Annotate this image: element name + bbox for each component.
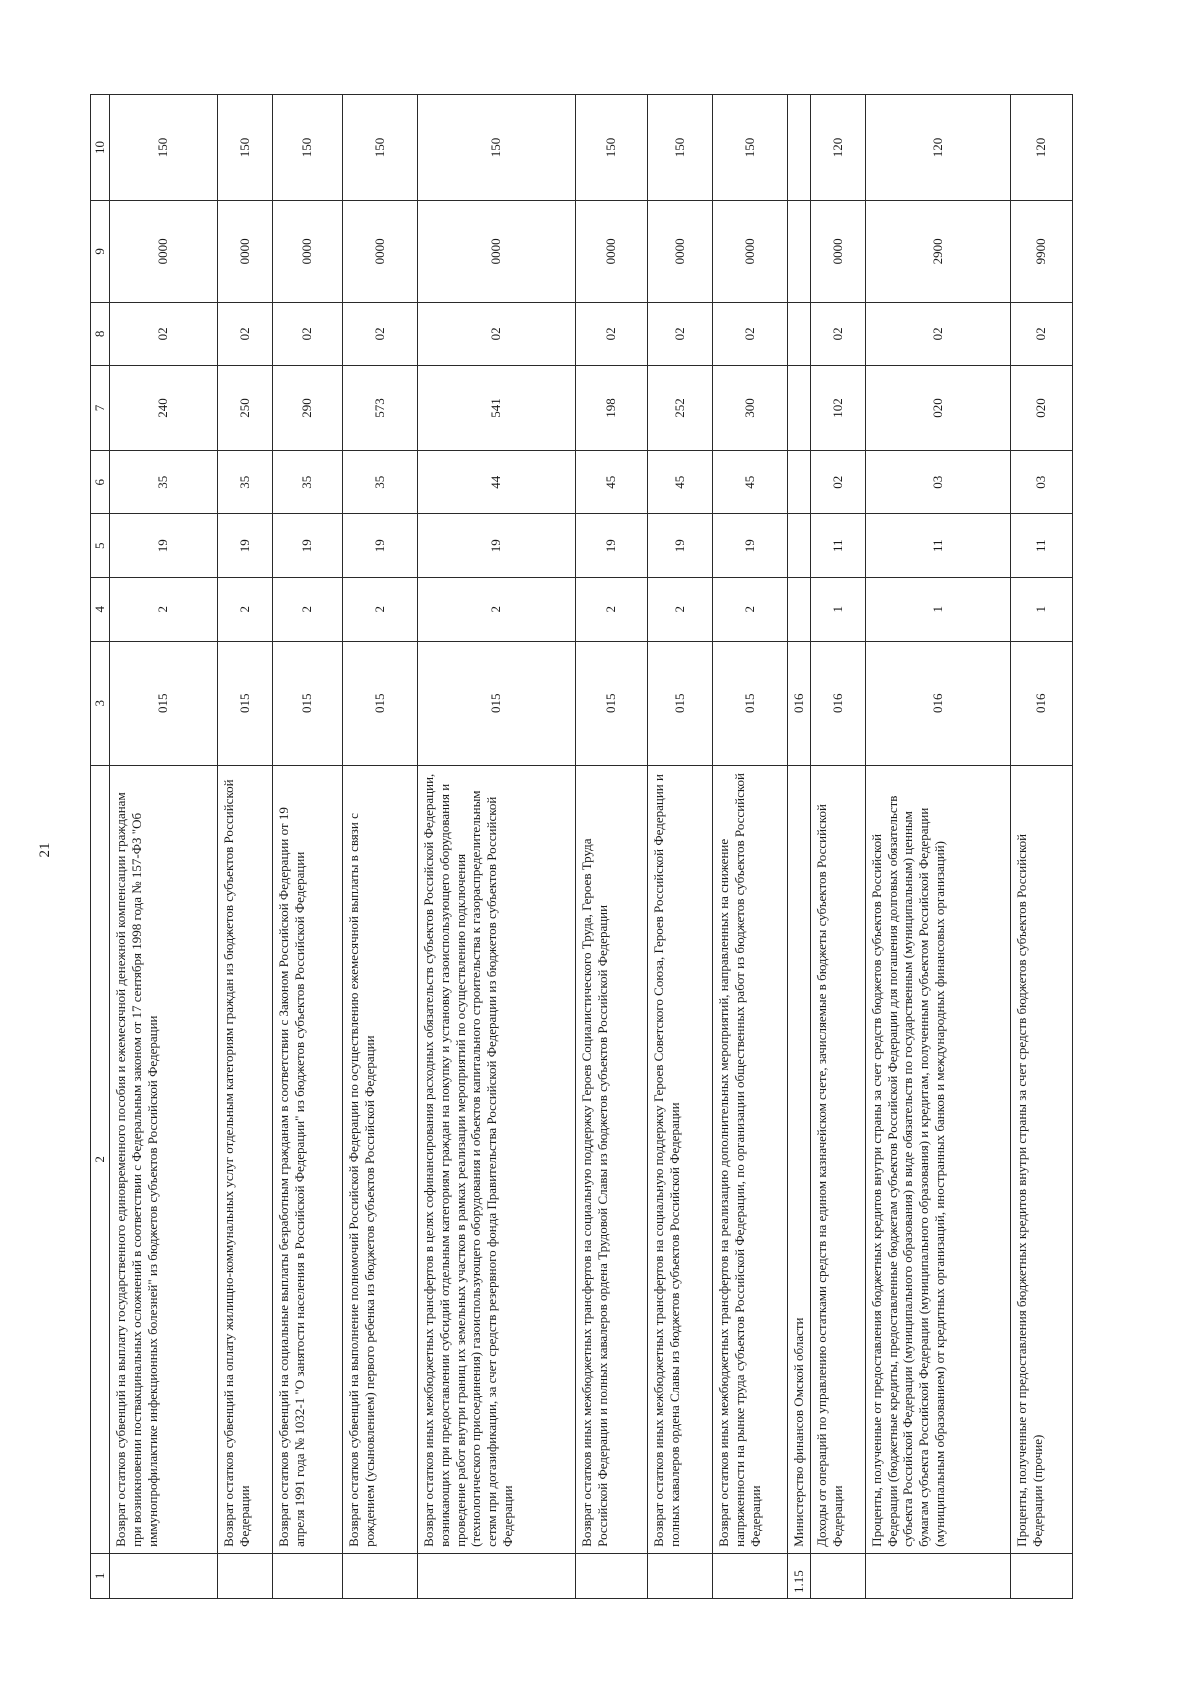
row-number bbox=[575, 1553, 647, 1598]
row-description: Возврат остатков иных межбюджетных трансфертов на социальную поддержку Героев Социалистического Труда, Героев Труда Российской Федерации и полных кавалеров ордена Трудовой Славы из бюджетов субъектов Российской Федерации bbox=[575, 765, 647, 1553]
code-cell-c4: 2 bbox=[712, 578, 787, 642]
code-cell-c6: 35 bbox=[342, 450, 417, 514]
code-cell-c4: 2 bbox=[272, 578, 342, 642]
code-cell-c6: 02 bbox=[810, 450, 865, 514]
row-description: Возврат остатков иных межбюджетных трансфертов в целях софинансирования расходных обязательств субъектов Российской Федерации, возникающих при предоставлении субсидий отдельным категориям граждан на покупку и установку газоиспользующего оборудования и проведение работ внутри границ их земельных участков в рамках реализации мероприятий по осуществлению подключения (технологического присоединения) газоиспользующего оборудования и объектов капитального строительства к газораспределительным сетям при догазификации, за счет средств резервного фонда Правительства Российской Федерации из бюджетов субъектов Российской Федерации bbox=[417, 765, 575, 1553]
code-cell-c5: 11 bbox=[810, 514, 865, 578]
table-row bbox=[1010, 95, 1072, 1599]
row-description: Возврат остатков субвенций на выполнение полномочий Российской Федерации по осуществлению ежемесячной выплаты в связи с рождением (усыновлением) первого ребенка из бюджетов субъектов Российской Федерации bbox=[342, 765, 417, 1553]
code-cell-c3: 015 bbox=[272, 641, 342, 765]
code-cell-c8: 02 bbox=[712, 302, 787, 366]
row-description: Возврат остатков иных межбюджетных трансфертов на социальную поддержку Героев Советского Союза, Героев Российской Федерации и полных кавалеров ордена Славы из бюджетов субъектов Российской Федерации bbox=[647, 765, 712, 1553]
rotated-table-container bbox=[90, 94, 1050, 1599]
code-cell-c3: 016 bbox=[865, 641, 1010, 765]
table-row bbox=[272, 95, 342, 1599]
code-cell-c5: 19 bbox=[109, 514, 217, 578]
row-number bbox=[109, 1553, 217, 1598]
code-cell-c10: 150 bbox=[575, 95, 647, 201]
code-cell-c7: 102 bbox=[810, 366, 865, 451]
code-cell-c6: 45 bbox=[647, 450, 712, 514]
code-cell-c6: 35 bbox=[272, 450, 342, 514]
table-row bbox=[810, 95, 865, 1599]
row-number bbox=[417, 1553, 575, 1598]
code-cell-c3: 016 bbox=[787, 641, 810, 765]
code-cell-c4: 2 bbox=[342, 578, 417, 642]
code-cell-c10 bbox=[787, 95, 810, 201]
code-cell-c5: 19 bbox=[342, 514, 417, 578]
code-cell-c4: 2 bbox=[575, 578, 647, 642]
code-cell-c8: 02 bbox=[647, 302, 712, 366]
code-cell-c3: 015 bbox=[342, 641, 417, 765]
code-cell-c8 bbox=[787, 302, 810, 366]
code-cell-c9: 0000 bbox=[272, 200, 342, 302]
column-header: 7 bbox=[91, 366, 110, 451]
table-row bbox=[712, 95, 787, 1599]
table-row bbox=[787, 95, 810, 1599]
row-description: Проценты, полученные от предоставления бюджетных кредитов внутри страны за счет средств бюджетов субъектов Российской Федерации (прочие) bbox=[1010, 765, 1072, 1553]
code-cell-c8: 02 bbox=[272, 302, 342, 366]
code-cell-c9: 0000 bbox=[810, 200, 865, 302]
column-header: 10 bbox=[91, 95, 110, 201]
column-header: 4 bbox=[91, 578, 110, 642]
code-cell-c4 bbox=[787, 578, 810, 642]
code-cell-c7: 290 bbox=[272, 366, 342, 451]
code-cell-c7: 240 bbox=[109, 366, 217, 451]
row-description: Министерство финансов Омской области bbox=[787, 765, 810, 1553]
column-header: 1 bbox=[91, 1553, 110, 1598]
code-cell-c3: 015 bbox=[575, 641, 647, 765]
code-cell-c5: 19 bbox=[217, 514, 272, 578]
table-header-row bbox=[91, 95, 110, 1599]
code-cell-c4: 1 bbox=[865, 578, 1010, 642]
code-cell-c5: 19 bbox=[417, 514, 575, 578]
row-description: Возврат остатков субвенций на оплату жилищно-коммунальных услуг отдельным категориям граждан из бюджетов субъектов Российской Федерации bbox=[217, 765, 272, 1553]
code-cell-c4: 1 bbox=[810, 578, 865, 642]
code-cell-c10: 150 bbox=[217, 95, 272, 201]
row-description: Возврат остатков иных межбюджетных трансфертов на реализацию дополнительных мероприятий, направленных на снижение напряженности на рынке труда субъектов Российской Федерации, по организации общественных работ из бюджетов субъектов Российской Федерации bbox=[712, 765, 787, 1553]
row-number bbox=[865, 1553, 1010, 1598]
code-cell-c7 bbox=[787, 366, 810, 451]
code-cell-c10: 120 bbox=[1010, 95, 1072, 201]
code-cell-c9: 2900 bbox=[865, 200, 1010, 302]
code-cell-c9: 9900 bbox=[1010, 200, 1072, 302]
code-cell-c9: 0000 bbox=[109, 200, 217, 302]
code-cell-c9: 0000 bbox=[575, 200, 647, 302]
row-number bbox=[217, 1553, 272, 1598]
code-cell-c4: 2 bbox=[417, 578, 575, 642]
code-cell-c9: 0000 bbox=[342, 200, 417, 302]
code-cell-c10: 120 bbox=[810, 95, 865, 201]
code-cell-c9: 0000 bbox=[647, 200, 712, 302]
column-header: 9 bbox=[91, 200, 110, 302]
code-cell-c6: 45 bbox=[575, 450, 647, 514]
row-number bbox=[712, 1553, 787, 1598]
code-cell-c5: 19 bbox=[272, 514, 342, 578]
code-cell-c7: 250 bbox=[217, 366, 272, 451]
code-cell-c3: 015 bbox=[712, 641, 787, 765]
code-cell-c6 bbox=[787, 450, 810, 514]
code-cell-c6: 44 bbox=[417, 450, 575, 514]
budget-classification-table bbox=[90, 94, 1073, 1599]
code-cell-c10: 150 bbox=[342, 95, 417, 201]
code-cell-c5: 11 bbox=[865, 514, 1010, 578]
row-number bbox=[342, 1553, 417, 1598]
code-cell-c8: 02 bbox=[865, 302, 1010, 366]
page-number: 21 bbox=[37, 842, 53, 858]
row-number bbox=[647, 1553, 712, 1598]
table-row bbox=[109, 95, 217, 1599]
row-description: Доходы от операций по управлению остатками средств на едином казначейском счете, зачисляемые в бюджеты субъектов Российской Федерации bbox=[810, 765, 865, 1553]
code-cell-c10: 150 bbox=[272, 95, 342, 201]
row-description: Возврат остатков субвенций на выплату государственного единовременного пособия и ежемесячной денежной компенсации гражданам при возникновении поствакцинальных осложнений в соответствии с Федеральным законом от 17 сентября 1998 года № 157-ФЗ "Об иммунопрофилактике инфекционных болезней" из бюджетов субъектов Российской Федерации bbox=[109, 765, 217, 1553]
code-cell-c4: 2 bbox=[109, 578, 217, 642]
code-cell-c10: 150 bbox=[712, 95, 787, 201]
table-row bbox=[217, 95, 272, 1599]
code-cell-c8: 02 bbox=[109, 302, 217, 366]
code-cell-c7: 541 bbox=[417, 366, 575, 451]
code-cell-c10: 150 bbox=[417, 95, 575, 201]
code-cell-c5: 19 bbox=[647, 514, 712, 578]
code-cell-c7: 252 bbox=[647, 366, 712, 451]
code-cell-c9: 0000 bbox=[417, 200, 575, 302]
code-cell-c4: 2 bbox=[647, 578, 712, 642]
code-cell-c8: 02 bbox=[1010, 302, 1072, 366]
code-cell-c7: 198 bbox=[575, 366, 647, 451]
row-number bbox=[810, 1553, 865, 1598]
column-header: 6 bbox=[91, 450, 110, 514]
code-cell-c3: 016 bbox=[810, 641, 865, 765]
code-cell-c5: 19 bbox=[712, 514, 787, 578]
code-cell-c3: 015 bbox=[109, 641, 217, 765]
code-cell-c6: 03 bbox=[1010, 450, 1072, 514]
code-cell-c4: 2 bbox=[217, 578, 272, 642]
code-cell-c7: 573 bbox=[342, 366, 417, 451]
row-description: Возврат остатков субвенций на социальные выплаты безработным гражданам в соответствии с Законом Российской Федерации от 19 апреля 1991 года № 1032-1 "О занятости населения в Российской Федерации" из бюджетов субъектов Российской Федерации bbox=[272, 765, 342, 1553]
table-row bbox=[342, 95, 417, 1599]
code-cell-c7: 300 bbox=[712, 366, 787, 451]
code-cell-c3: 015 bbox=[647, 641, 712, 765]
table-row bbox=[647, 95, 712, 1599]
code-cell-c3: 016 bbox=[1010, 641, 1072, 765]
row-description: Проценты, полученные от предоставления бюджетных кредитов внутри страны за счет средств бюджетов субъектов Российской Федерации (бюджетные кредиты, предоставленные бюджетам субъектов Российской Федерации для погашения долговых обязательств субъекта Российской Федерации (муниципального образования) в виде обязательств по государственным (муниципальным) ценным бумагам субъекта Российской Федерации (муниципального образования) и кредитам, полученным субъектом Российской Федерации (муниципальным образованием) от кредитных организаций, иностранных банков и международных финансовых организаций) bbox=[865, 765, 1010, 1553]
table-row bbox=[865, 95, 1010, 1599]
code-cell-c7: 020 bbox=[865, 366, 1010, 451]
row-number bbox=[272, 1553, 342, 1598]
code-cell-c3: 015 bbox=[417, 641, 575, 765]
code-cell-c7: 020 bbox=[1010, 366, 1072, 451]
code-cell-c9: 0000 bbox=[217, 200, 272, 302]
code-cell-c9: 0000 bbox=[712, 200, 787, 302]
column-header: 2 bbox=[91, 765, 110, 1553]
code-cell-c5 bbox=[787, 514, 810, 578]
code-cell-c5: 11 bbox=[1010, 514, 1072, 578]
code-cell-c10: 150 bbox=[109, 95, 217, 201]
column-header: 5 bbox=[91, 514, 110, 578]
code-cell-c8: 02 bbox=[417, 302, 575, 366]
column-header: 3 bbox=[91, 641, 110, 765]
code-cell-c10: 120 bbox=[865, 95, 1010, 201]
table-row bbox=[575, 95, 647, 1599]
code-cell-c8: 02 bbox=[217, 302, 272, 366]
code-cell-c9 bbox=[787, 200, 810, 302]
code-cell-c4: 1 bbox=[1010, 578, 1072, 642]
code-cell-c3: 015 bbox=[217, 641, 272, 765]
row-number bbox=[1010, 1553, 1072, 1598]
code-cell-c8: 02 bbox=[342, 302, 417, 366]
table-row bbox=[417, 95, 575, 1599]
code-cell-c6: 03 bbox=[865, 450, 1010, 514]
code-cell-c8: 02 bbox=[810, 302, 865, 366]
code-cell-c8: 02 bbox=[575, 302, 647, 366]
column-header: 8 bbox=[91, 302, 110, 366]
row-number: 1.15 bbox=[787, 1553, 810, 1598]
code-cell-c6: 45 bbox=[712, 450, 787, 514]
code-cell-c5: 19 bbox=[575, 514, 647, 578]
code-cell-c6: 35 bbox=[217, 450, 272, 514]
code-cell-c6: 35 bbox=[109, 450, 217, 514]
code-cell-c10: 150 bbox=[647, 95, 712, 201]
